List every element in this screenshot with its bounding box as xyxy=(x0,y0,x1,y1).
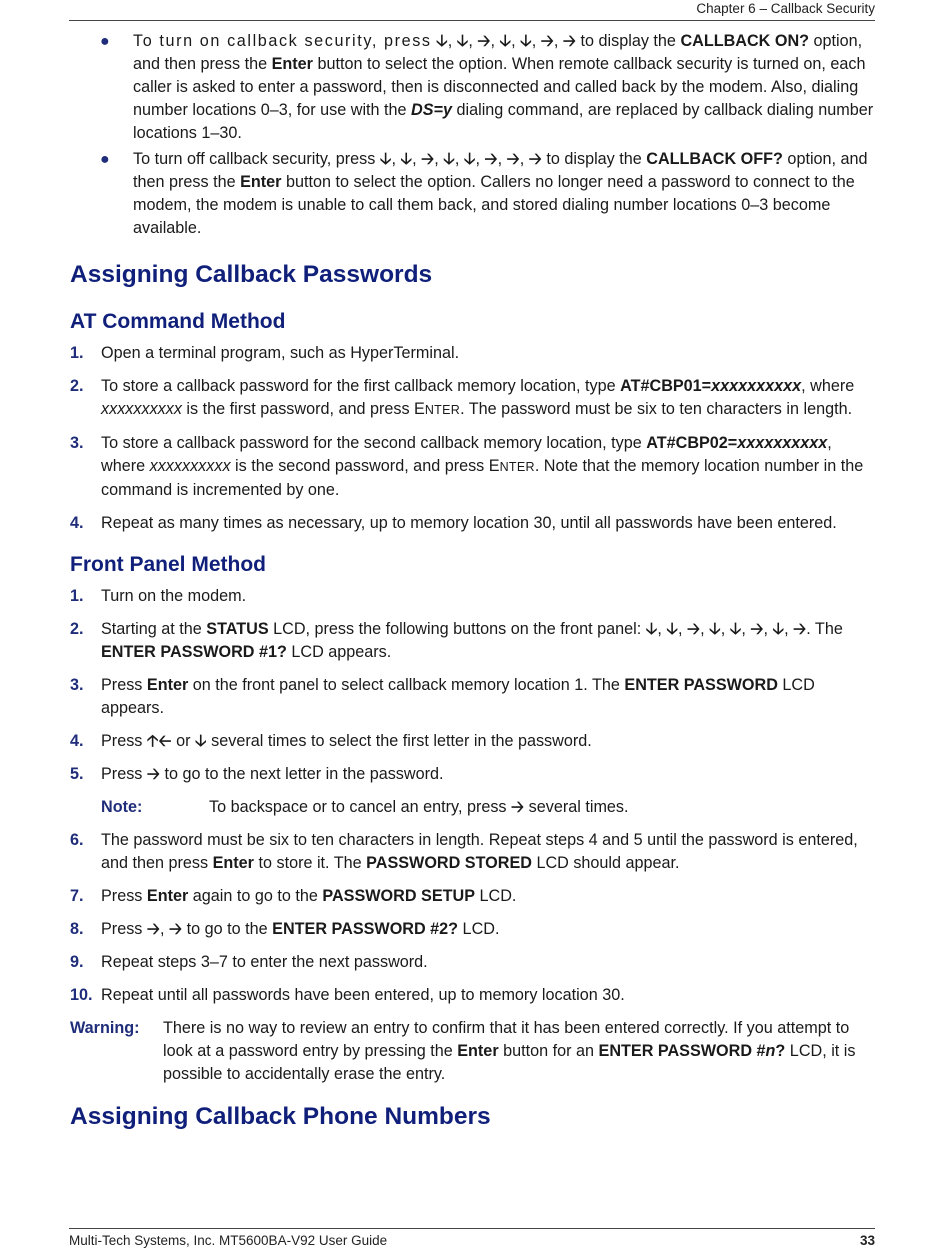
list-item: 8. Press 🡢, 🡢 to go to the ENTER PASSWORD #2? LCD. xyxy=(70,920,500,938)
right-arrow-icon: 🡢 xyxy=(477,32,491,50)
right-arrow-icon: 🡢 xyxy=(540,32,554,50)
note-callout: Note: To backspace or to cancel an entry, press 🡢 several times. xyxy=(101,798,629,816)
bullet-callback-on: ● To turn on callback security, press 🡣, 🡣, 🡢, 🡣, 🡣, 🡢, 🡢 to display the CALLBACK ON? option, and then press the Enter button to select the option. When remote callback security is turned on, each caller is asked to enter a password, then is disconnected and called back by the modem. Also, dialing number locations 0–3, for use with the DS=y dialing command, are replaced by callback dialing number locations 1–30. xyxy=(100,32,874,142)
list-item: 1. Open a terminal program, such as HyperTerminal. xyxy=(70,344,460,362)
bullet-dot-icon: ● xyxy=(100,33,110,50)
down-arrow-icon: 🡣 xyxy=(645,620,658,638)
right-arrow-icon: 🡢 xyxy=(421,150,435,168)
down-arrow-icon: 🡣 xyxy=(772,620,785,638)
down-arrow-icon: 🡣 xyxy=(729,620,742,638)
right-arrow-icon: 🡢 xyxy=(562,32,577,50)
down-arrow-icon: 🡣 xyxy=(456,32,469,50)
right-arrow-icon: 🡢 xyxy=(146,920,161,938)
list-item: 2. To store a callback password for the first callback memory location, type AT#CBP01=xxxxxxxxxx, where xxxxxxxxxx is the first password, and press ENTER. The password must be six to ten characters in length. xyxy=(70,377,855,418)
down-arrow-icon: 🡣 xyxy=(709,620,721,638)
down-arrow-icon: 🡣 xyxy=(499,32,512,50)
right-arrow-icon: 🡢 xyxy=(484,150,498,168)
down-arrow-icon: 🡣 xyxy=(463,150,476,168)
page-content xyxy=(70,30,875,1134)
list-item: 10. Repeat until all passwords have been entered, up to memory location 30. xyxy=(70,986,625,1004)
right-arrow-icon: 🡢 xyxy=(528,150,542,168)
down-arrow-icon: 🡣 xyxy=(443,150,455,168)
list-item: 4. Press 🡡🡠 or 🡣 several times to select the first letter in the password. xyxy=(70,732,592,750)
front-panel-steps-continued xyxy=(70,829,875,1007)
down-arrow-icon: 🡣 xyxy=(400,150,413,168)
page-number: 33 xyxy=(859,1233,875,1248)
down-arrow-icon: 🡣 xyxy=(520,32,532,50)
subheading-at-method: AT Command Method xyxy=(70,310,286,333)
down-arrow-icon: 🡣 xyxy=(195,732,207,750)
command-text: AT#CBP01= xyxy=(620,377,712,395)
warning-callout: Warning: There is no way to review an entry to confirm that it has been entered correctly. If you attempt to look at a password entry by pressing the Enter button for an ENTER PASSWORD #n? LCD, it is possible to accidentally erase the entry. xyxy=(70,1019,856,1083)
at-method-steps xyxy=(70,342,875,535)
command-text: AT#CBP02= xyxy=(646,434,738,452)
arrow-sequence: 🡣, 🡣, 🡢, 🡣, 🡣, 🡢, 🡢, 🡢 xyxy=(379,150,542,168)
left-arrow-icon: 🡠 xyxy=(158,732,172,750)
list-item: 3. To store a callback password for the second callback memory location, type AT#CBP02=xxxxxxxxxx, where xxxxxxxxxx is the second password, and press ENTER. Note that the memory location number in the command is incremented by one. xyxy=(70,434,864,499)
list-item: 7. Press Enter again to go to the PASSWORD SETUP LCD. xyxy=(70,887,517,905)
list-item: 6. The password must be six to ten characters in length. Repeat steps 4 and 5 until the password is entered, and then press Enter to store it. The PASSWORD STORED LCD should appear. xyxy=(70,831,858,872)
right-arrow-icon: 🡢 xyxy=(506,150,520,168)
down-arrow-icon: 🡣 xyxy=(436,32,448,50)
bullet-callback-off: ● To turn off callback security, press 🡣, 🡣, 🡢, 🡣, 🡣, 🡢, 🡢, 🡢 to display the CALLBACK OFF? option, and then press the Enter button to select the option. Callers no longer need a password to connect to the modem, the modem is unable to call them back, and stored dialing number locations 0–3 become available. xyxy=(100,150,868,237)
down-arrow-icon: 🡣 xyxy=(666,620,678,638)
arrow-sequence: 🡣, 🡣, 🡢, 🡣, 🡣, 🡢, 🡢 xyxy=(436,32,577,50)
right-arrow-icon: 🡢 xyxy=(793,620,807,638)
page-header xyxy=(69,0,875,21)
section-heading-phone-numbers: Assigning Callback Phone Numbers xyxy=(70,1103,491,1130)
list-item: 1. Turn on the modem. xyxy=(70,587,247,605)
up-arrow-icon: 🡡 xyxy=(146,732,159,750)
callback-toggle-list xyxy=(70,30,875,240)
chapter-title: Chapter 6 – Callback Security xyxy=(696,1,875,16)
right-arrow-icon: 🡢 xyxy=(169,920,183,938)
right-arrow-icon: 🡢 xyxy=(146,765,161,783)
subheading-front-panel-method: Front Panel Method xyxy=(70,553,266,576)
list-item: 4. Repeat as many times as necessary, up to memory location 30, until all passwords have been entered. xyxy=(70,514,837,532)
right-arrow-icon: 🡢 xyxy=(511,798,525,816)
list-item: 9. Repeat steps 3–7 to enter the next password. xyxy=(70,953,428,971)
arrow-sequence: 🡣, 🡣, 🡢, 🡣, 🡣, 🡢, 🡣, 🡢 xyxy=(645,620,807,638)
section-heading-passwords: Assigning Callback Passwords xyxy=(70,261,433,288)
front-panel-steps xyxy=(70,585,875,786)
page-footer xyxy=(69,1228,875,1253)
list-item: 2. Starting at the STATUS LCD, press the following buttons on the front panel: 🡣, 🡣, 🡢, 🡣, 🡣, 🡢, 🡣, 🡢. The ENTER PASSWORD #1? LCD appears. xyxy=(70,620,843,661)
bullet-dot-icon: ● xyxy=(100,151,110,168)
footer-publication: Multi-Tech Systems, Inc. MT5600BA-V92 User Guide xyxy=(69,1233,388,1248)
list-item: 3. Press Enter on the front panel to select callback memory location 1. The ENTER PASSWORD LCD appears. xyxy=(70,676,815,717)
list-item: 5. Press 🡢 to go to the next letter in the password. xyxy=(70,765,444,783)
down-arrow-icon: 🡣 xyxy=(379,150,392,168)
right-arrow-icon: 🡢 xyxy=(750,620,764,638)
right-arrow-icon: 🡢 xyxy=(686,620,701,638)
